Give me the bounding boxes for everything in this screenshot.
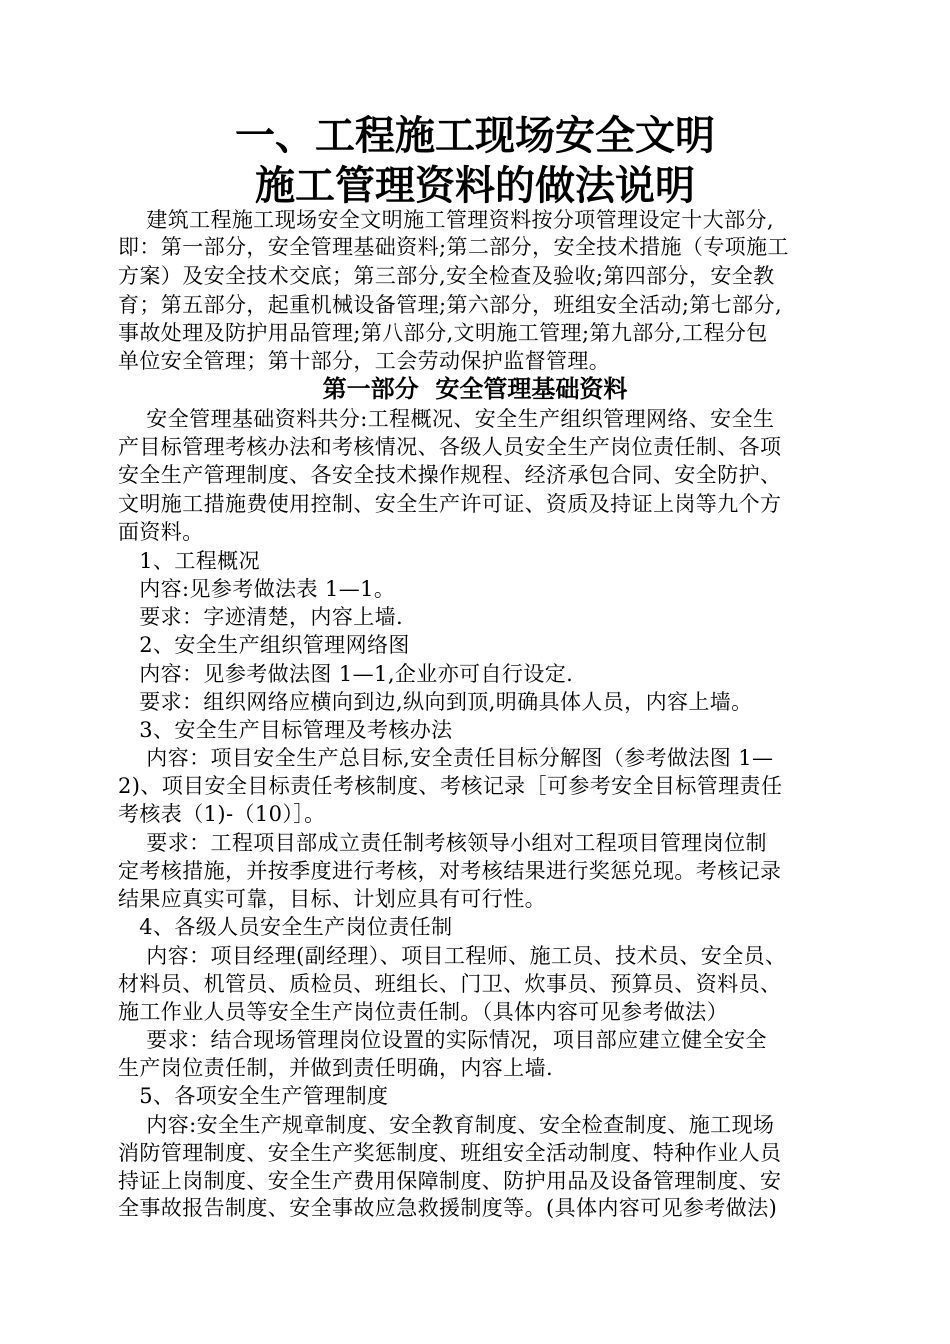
section-heading: 第一部分 安全管理基础资料 bbox=[322, 375, 628, 403]
body-line: 结果应真实可靠，目标、计划应具有可行性。 bbox=[118, 887, 546, 911]
body-line: 内容:安全生产规章制度、安全教育制度、安全检查制度、施工现场 bbox=[118, 1113, 775, 1137]
body-line: 内容：见参考做法图 1—1,企业亦可自行设定. bbox=[118, 662, 574, 686]
document-title-line-1: 一、工程施工现场安全文明 bbox=[235, 113, 715, 159]
body-line: 要求：工程项目部成立责任制考核领导小组对工程项目管理岗位制 bbox=[118, 831, 767, 855]
body-line: 消防管理制度、安全生产奖惩制度、班组安全活动制度、特种作业人员 bbox=[118, 1141, 782, 1165]
body-line: 生产岗位责任制，并做到责任明确，内容上墙. bbox=[118, 1056, 554, 1080]
intro-line: 事故处理及防护用品管理;第八部分,文明施工管理;第九部分,工程分包 bbox=[118, 321, 768, 345]
body-line: 施工作业人员等安全生产岗位责任制。（具体内容可见参考做法） bbox=[118, 1000, 729, 1024]
body-line: 要求：结合现场管理岗位设置的实际情况，项目部应建立健全安全 bbox=[118, 1028, 767, 1052]
body-line: 持证上岗制度、安全生产费用保障制度、防护用品及设备管理制度、安 bbox=[118, 1169, 782, 1193]
body-line: 5、各项安全生产管理制度 bbox=[118, 1084, 389, 1108]
intro-line: 方案）及安全技术交底；第三部分,安全检查及验收;第四部分，安全教 bbox=[118, 264, 775, 288]
body-line: 内容：项目经理(副经理）、项目工程师、施工员、技术员、安全员、 bbox=[118, 944, 787, 968]
body-line: 安全管理基础资料共分:工程概况、安全生产组织管理网络、安全生 bbox=[118, 407, 775, 431]
body-line: 定考核措施，并按季度进行考核，对考核结果进行奖惩兑现。考核记录 bbox=[118, 859, 782, 883]
body-line: 安全生产管理制度、各安全技术操作规程、经济承包合同、安全防护、 bbox=[118, 463, 782, 487]
intro-line: 单位安全管理；第十部分，工会劳动保护监督管理。 bbox=[118, 349, 611, 373]
body-line: 内容:见参考做法表 1—1。 bbox=[118, 577, 396, 601]
body-line: 1、工程概况 bbox=[118, 549, 260, 573]
intro-line: 建筑工程施工现场安全文明施工管理资料按分项管理设定十大部分, bbox=[118, 208, 774, 232]
body-line: 要求：字迹清楚，内容上墙. bbox=[118, 605, 404, 629]
body-line: 文明施工措施费使用控制、安全生产许可证、资质及持证上岗等九个方 bbox=[118, 492, 782, 516]
body-line: 2)、项目安全目标责任考核制度、考核记录［可参考安全目标管理责任 bbox=[118, 774, 783, 798]
body-line: 3、安全生产目标管理及考核办法 bbox=[118, 718, 453, 742]
body-line: 要求：组织网络应横向到边,纵向到顶,明确具体人员，内容上墙。 bbox=[118, 690, 753, 714]
intro-line: 育；第五部分，起重机械设备管理;第六部分，班组安全活动;第七部分, bbox=[118, 293, 783, 317]
intro-line: 即：第一部分，安全管理基础资料;第二部分，安全技术措施（专项施工 bbox=[118, 235, 789, 259]
body-line: 面资料。 bbox=[118, 520, 204, 544]
body-line: 内容：项目安全生产总目标,安全责任目标分解图（参考做法图 1— bbox=[118, 746, 774, 770]
body-line: 产目标管理考核办法和考核情况、各级人员安全生产岗位责任制、各项 bbox=[118, 435, 782, 459]
body-line: 2、安全生产组织管理网络图 bbox=[118, 633, 410, 657]
body-line: 考核表（1)-（10）］。 bbox=[118, 802, 326, 826]
document-title-line-2: 施工管理资料的做法说明 bbox=[255, 163, 695, 209]
body-line: 材料员、机管员、质检员、班组长、门卫、炊事员、预算员、资料员、 bbox=[118, 972, 782, 996]
body-line: 4、各级人员安全生产岗位责任制 bbox=[118, 915, 453, 939]
body-line: 全事故报告制度、安全事故应急救援制度等。(具体内容可见参考做法) bbox=[118, 1196, 778, 1220]
